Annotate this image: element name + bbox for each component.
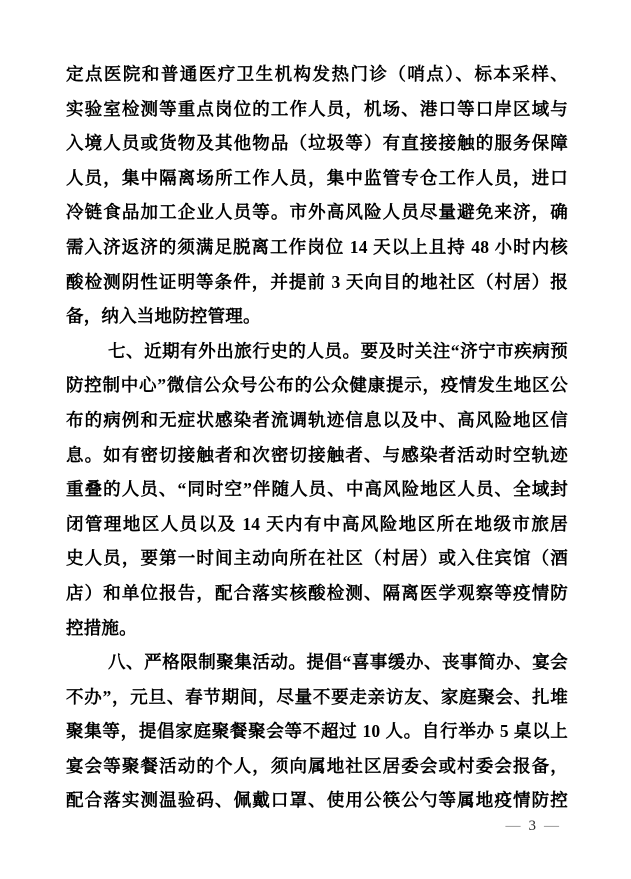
- page-number-dash-left: —: [505, 818, 521, 834]
- body-text: 布的病例和无症状感染者流调轨迹信息以及中、高风险地区信: [66, 409, 568, 430]
- text-line: [66, 680, 568, 715]
- text-line: [66, 714, 568, 749]
- body-text: 店）和单位报告，配合落实核酸检测、隔离医学观察等疫情防: [66, 582, 568, 603]
- body-text: 不办”，元旦、春节期间，尽量不要走亲访友、家庭聚会、扎堆: [66, 686, 568, 707]
- text-line: [66, 299, 568, 334]
- body-text: 配合落实测温验码、佩戴口罩、使用公筷公勺等属地疫情防控: [66, 790, 568, 811]
- section-heading-text: 七、近期有外出旅行史的人员。: [108, 340, 361, 361]
- text-line: [66, 749, 568, 784]
- body-text: 入境人员或货物及其他物品（垃圾等）有直接接触的服务保障: [66, 133, 568, 154]
- text-line: [66, 438, 568, 473]
- body-text: 酸检测阴性证明等条件，并提前 3 天向目的地社区（村居）报: [66, 271, 568, 292]
- text-line: [66, 645, 568, 680]
- body-text: 防控制中心”微信公众号公布的公众健康提示，疫情发生地区公: [66, 375, 568, 396]
- body-text: 宴会等聚餐活动的个人，须向属地社区居委会或村委会报备，: [66, 755, 568, 776]
- body-text: 要及时关注“济宁市疾病预: [360, 340, 568, 361]
- text-line: [66, 472, 568, 507]
- body-text: 闭管理地区人员以及 14 天内有中高风险地区所在地级市旅居: [66, 513, 568, 534]
- text-line: [66, 368, 568, 403]
- body-text: 实验室检测等重点岗位的工作人员，机场、港口等口岸区域与: [66, 98, 568, 119]
- page-number: [506, 818, 560, 835]
- body-text: 控措施。: [66, 617, 137, 638]
- text-line: [66, 611, 568, 646]
- text-line: [66, 576, 568, 611]
- text-line: [66, 334, 568, 369]
- text-line: [66, 161, 568, 196]
- body-text: 备，纳入当地防控管理。: [66, 306, 261, 327]
- text-line: [66, 265, 568, 300]
- text-line: [66, 230, 568, 265]
- text-line: [66, 126, 568, 161]
- body-text: 需入济返济的须满足脱离工作岗位 14 天以上且持 48 小时内核: [66, 236, 568, 257]
- body-text: 息。如有密切接触者和次密切接触者、与感染者活动时空轨迹: [66, 444, 568, 465]
- text-line: [66, 541, 568, 576]
- body-text: 提倡“喜事缓办、丧事简办、宴会: [306, 652, 568, 673]
- body-text: 定点医院和普通医疗卫生机构发热门诊（哨点）、标本采样、: [66, 64, 568, 84]
- body-text: 史人员，要第一时间主动向所在社区（村居）或入住宾馆（酒: [66, 548, 568, 569]
- body-text: 聚集等，提倡家庭聚餐聚会等不超过 10 人。自行举办 5 桌以上: [66, 721, 568, 742]
- text-line: [66, 57, 568, 92]
- body-text: 冷链食品加工企业人员等。市外高风险人员尽量避免来济，确: [66, 202, 568, 223]
- page-number-value: 3: [528, 818, 536, 834]
- section-heading-text: 八、严格限制聚集活动。: [108, 652, 307, 673]
- body-text: 人员，集中隔离场所工作人员，集中监管专仓工作人员，进口: [66, 167, 568, 188]
- text-line: [66, 783, 568, 818]
- text-line: [66, 92, 568, 127]
- page-number-dash-right: —: [544, 818, 559, 834]
- text-line: [66, 507, 568, 542]
- body-text: 重叠的人员、“同时空”伴随人员、中高风险地区人员、全域封: [66, 479, 568, 500]
- document-body: [66, 57, 568, 818]
- text-line: [66, 403, 568, 438]
- text-line: [66, 195, 568, 230]
